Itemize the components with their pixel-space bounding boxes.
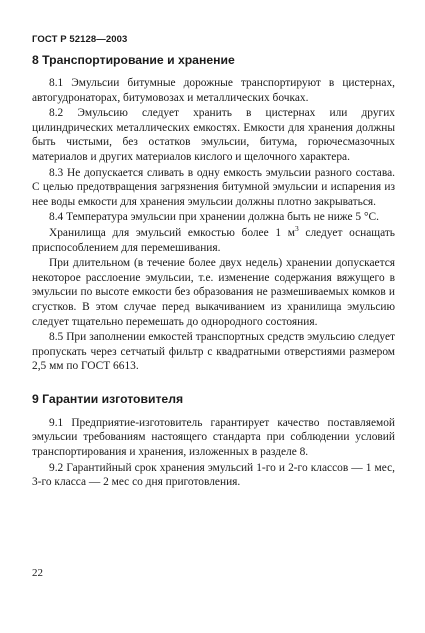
page-number: 22 <box>32 567 43 579</box>
standard-code-header: ГОСТ Р 52128—2003 <box>32 34 128 45</box>
paragraph-8-2: 8.2 Эмульсию следует хранить в цистернах или других цилиндрических металлических емкостях. Емкости для хранения должны быть чистыми, без остатков эмульсии, битума, горючесмазочных материалов и других материалов кислого и щелочного характера. <box>32 107 395 163</box>
paragraph-8-3: 8.3 Не допускается сливать в одну емкость эмульсии разного состава. С целью предотвращения загрязнения битумной эмульсии и испарения из нее воды емкости для хранения эмульсии должны плотно закрываться. <box>32 166 395 208</box>
paragraph-9-1: 9.1 Предприятие-изготовитель гарантирует качество поставляемой эмульсии требованиям настоящего стандарта при соблюдении условий транспортирования и хранения, изложенных в разделе 8. <box>32 416 395 459</box>
paragraph-long-storage: При длительном (в течение более двух недель) хранении допускается некоторое расслоение эмульсии, т.е. изменение содержания вяжущего в эмульсии по высоте емкости без образования не размешиваемых комков и сгустков. В этом случае перед выкачиванием из хранилища эмульсию следует тщательно перемешать до однородного состояния. <box>32 257 395 328</box>
document-content <box>32 52 395 491</box>
section-title-manufacturer-warranty: 9 Гарантии изготовителя <box>32 391 184 406</box>
storage-volume-tail: следует оснащать приспособлением для перемешивания. <box>32 226 395 254</box>
paragraph-8-1: 8.1 Эмульсии битумные дорожные транспортируют в цистернах, автогудронаторах, битумовозах и металлических бочках. <box>32 77 395 104</box>
paragraph-8-4: 8.4 Температура эмульсии при хранении должна быть не ниже 5 °С. <box>49 211 379 224</box>
section-title-transport-storage: 8 Транспортирование и хранение <box>32 53 235 67</box>
paragraph-storage-volume <box>32 226 395 255</box>
paragraph-8-5: 8.5 При заполнении емкостей транспортных средств эмульсию следует пропускать через сетчатый фильтр с квадратными отверстиями размером 2,5 мм по ГОСТ 6613. <box>32 331 395 373</box>
cubic-superscript: 3 <box>294 224 299 234</box>
paragraph-9-2: 9.2 Гарантийный срок хранения эмульсий 1-го и 2-го классов — 1 мес, 3-го класса — 2 мес со дня приготовления. <box>32 461 395 489</box>
storage-volume-text: Хранилища для эмульсий емкостью более 1 м <box>49 226 295 239</box>
